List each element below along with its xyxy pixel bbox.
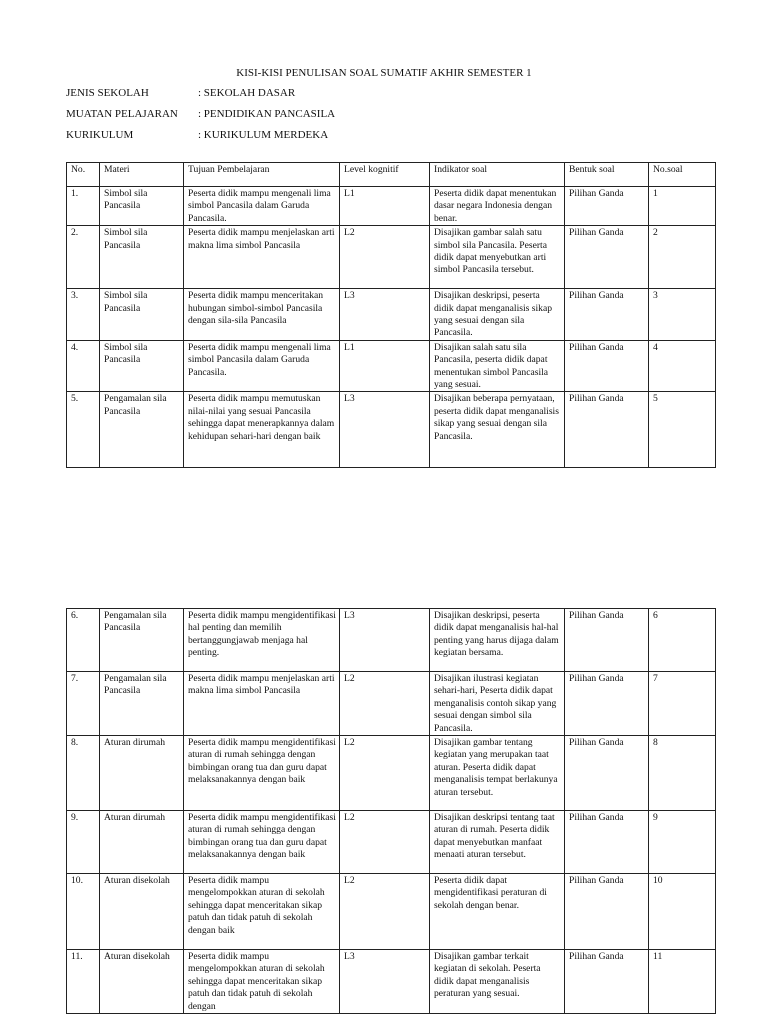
cell-level: L1 [340,187,430,226]
cell-level: L2 [340,672,430,736]
cell-tujuan: Peserta didik mampu menjelaskan arti makna lima simbol Pancasila [184,226,340,289]
cell-materi: Aturan disekolah [100,950,184,1014]
cell-bentuk: Pilihan Ganda [565,950,649,1014]
header-no: No. [67,163,100,187]
table-row [67,811,716,874]
cell-materi: Aturan disekolah [100,874,184,950]
cell-no: 5. [67,392,100,468]
cell-nosoal: 11 [649,950,716,1014]
cell-tujuan: Peserta didik mampu memutuskan nilai-nilai yang sesuai Pancasila sehingga dapat menerapkannya dalam kehidupan sehari-hari dengan baik [184,392,340,468]
cell-materi: Aturan dirumah [100,736,184,811]
cell-level: L2 [340,736,430,811]
cell-materi: Pengamalan sila Pancasila [100,609,184,672]
cell-no: 10. [67,874,100,950]
header-bentuk: Bentuk soal [565,163,649,187]
cell-bentuk: Pilihan Ganda [565,736,649,811]
table-row [67,950,716,1014]
meta-key: KURIKULUM [66,129,134,141]
cell-tujuan: Peserta didik mampu menjelaskan arti makna lima simbol Pancasila [184,672,340,736]
cell-materi: Pengamalan sila Pancasila [100,672,184,736]
cell-tujuan: Peserta didik mampu mengidentifikasi aturan di rumah sehingga dengan bimbingan orang tua dan guru dapat melaksanakannya dengan baik [184,811,340,874]
meta-key: MUATAN PELAJARAN [66,108,178,120]
cell-indikator: Disajikan deskripsi, peserta didik dapat menganalisis sikap yang sesuai dengan sila Pancasila. [430,289,565,341]
cell-indikator: Disajikan gambar tentang kegiatan yang merupakan taat aturan. Peserta didik dapat menganalisis tempat berlakunya aturan tersebut. [430,736,565,811]
cell-nosoal: 5 [649,392,716,468]
meta-value: : SEKOLAH DASAR [198,87,296,99]
cell-level: L3 [340,609,430,672]
header-row [67,163,716,187]
cell-bentuk: Pilihan Ganda [565,289,649,341]
cell-bentuk: Pilihan Ganda [565,811,649,874]
cell-nosoal: 7 [649,672,716,736]
cell-bentuk: Pilihan Ganda [565,340,649,392]
table-row [67,736,716,811]
cell-level: L3 [340,950,430,1014]
cell-materi: Simbol sila Pancasila [100,187,184,226]
cell-materi: Simbol sila Pancasila [100,340,184,392]
cell-level: L2 [340,226,430,289]
meta-key: JENIS SEKOLAH [66,87,149,99]
cell-nosoal: 9 [649,811,716,874]
table-row [67,609,716,672]
cell-level: L3 [340,289,430,341]
cell-no: 2. [67,226,100,289]
table-row [67,340,716,392]
cell-indikator: Disajikan deskripsi tentang taat aturan di rumah. Peserta didik dapat menyebutkan manfaat menaati aturan tersebut. [430,811,565,874]
cell-tujuan: Peserta didik mampu mengenali lima simbol Pancasila dalam Garuda Pancasila. [184,187,340,226]
cell-bentuk: Pilihan Ganda [565,392,649,468]
cell-tujuan: Peserta didik mampu menceritakan hubungan simbol-simbol Pancasila dengan sila-sila Pancasila [184,289,340,341]
cell-nosoal: 2 [649,226,716,289]
header-level: Level kognitif [340,163,430,187]
cell-nosoal: 1 [649,187,716,226]
cell-no: 8. [67,736,100,811]
cell-no: 6. [67,609,100,672]
cell-indikator: Disajikan gambar terkait kegiatan di sekolah. Peserta didik dapat menganalisis peraturan yang sesuai. [430,950,565,1014]
cell-indikator: Disajikan beberapa pernyataan, peserta didik dapat menganalisis sikap yang sesuai dengan sila Pancasila. [430,392,565,468]
cell-no: 1. [67,187,100,226]
cell-tujuan: Peserta didik mampu mengidentifikasi hal penting dan memilih bertanggungjawab menjaga hal penting. [184,609,340,672]
cell-level: L3 [340,392,430,468]
cell-tujuan: Peserta didik mampu mengidentifikasi aturan di rumah sehingga dengan bimbingan orang tua dan guru dapat melaksanakannya dengan baik [184,736,340,811]
cell-indikator: Disajikan salah satu sila Pancasila, peserta didik dapat menentukan simbol Pancasila yang sesuai. [430,340,565,392]
header-materi: Materi [100,163,184,187]
cell-indikator: Disajikan ilustrasi kegiatan sehari-hari, Peserta didik dapat menganalisis contoh sikap yang sesuai dengan simbol sila Pancasila. [430,672,565,736]
header-tujuan: Tujuan Pembelajaran [184,163,340,187]
cell-materi: Simbol sila Pancasila [100,226,184,289]
cell-indikator: Disajikan gambar salah satu simbol sila Pancasila. Peserta didik dapat menyebutkan arti simbol Pancasila tersebut. [430,226,565,289]
cell-indikator: Peserta didik dapat menentukan dasar negara Indonesia dengan benar. [430,187,565,226]
cell-nosoal: 6 [649,609,716,672]
kisi-kisi-table-page-1 [66,162,716,468]
cell-nosoal: 8 [649,736,716,811]
meta-value: : KURIKULUM MERDEKA [198,129,329,141]
kisi-kisi-table-page-2 [66,608,716,1014]
cell-no: 7. [67,672,100,736]
cell-bentuk: Pilihan Ganda [565,187,649,226]
cell-materi: Pengamalan sila Pancasila [100,392,184,468]
cell-level: L1 [340,340,430,392]
cell-level: L2 [340,811,430,874]
table-row [67,672,716,736]
cell-materi: Aturan dirumah [100,811,184,874]
meta-value: : PENDIDIKAN PANCASILA [198,108,336,120]
cell-indikator: Peserta didik dapat mengidentifikasi peraturan di sekolah dengan benar. [430,874,565,950]
cell-no: 11. [67,950,100,1014]
cell-bentuk: Pilihan Ganda [565,226,649,289]
cell-bentuk: Pilihan Ganda [565,672,649,736]
cell-nosoal: 3 [649,289,716,341]
cell-nosoal: 4 [649,340,716,392]
cell-level: L2 [340,874,430,950]
table-row [67,289,716,341]
cell-tujuan: Peserta didik mampu mengelompokkan aturan di sekolah sehingga dapat menceritakan sikap patuh dan tidak patuh di sekolah dengan baik [184,874,340,950]
cell-no: 3. [67,289,100,341]
cell-no: 4. [67,340,100,392]
table-row [67,874,716,950]
cell-bentuk: Pilihan Ganda [565,609,649,672]
table-row [67,226,716,289]
cell-indikator: Disajikan deskripsi, peserta didik dapat menganalisis hal-hal penting yang harus dijaga dalam kegiatan bersama. [430,609,565,672]
table-row [67,392,716,468]
cell-nosoal: 10 [649,874,716,950]
table-row [67,187,716,226]
cell-tujuan: Peserta didik mampu mengelompokkan aturan di sekolah sehingga dapat menceritakan sikap patuh dan tidak patuh di sekolah dengan [184,950,340,1014]
header-nosoal: No.soal [649,163,716,187]
document-title: KISI-KISI PENULISAN SOAL SUMATIF AKHIR SEMESTER 1 [236,67,532,79]
cell-bentuk: Pilihan Ganda [565,874,649,950]
header-indikator: Indikator soal [430,163,565,187]
cell-no: 9. [67,811,100,874]
cell-materi: Simbol sila Pancasila [100,289,184,341]
cell-tujuan: Peserta didik mampu mengenali lima simbol Pancasila dalam Garuda Pancasila. [184,340,340,392]
